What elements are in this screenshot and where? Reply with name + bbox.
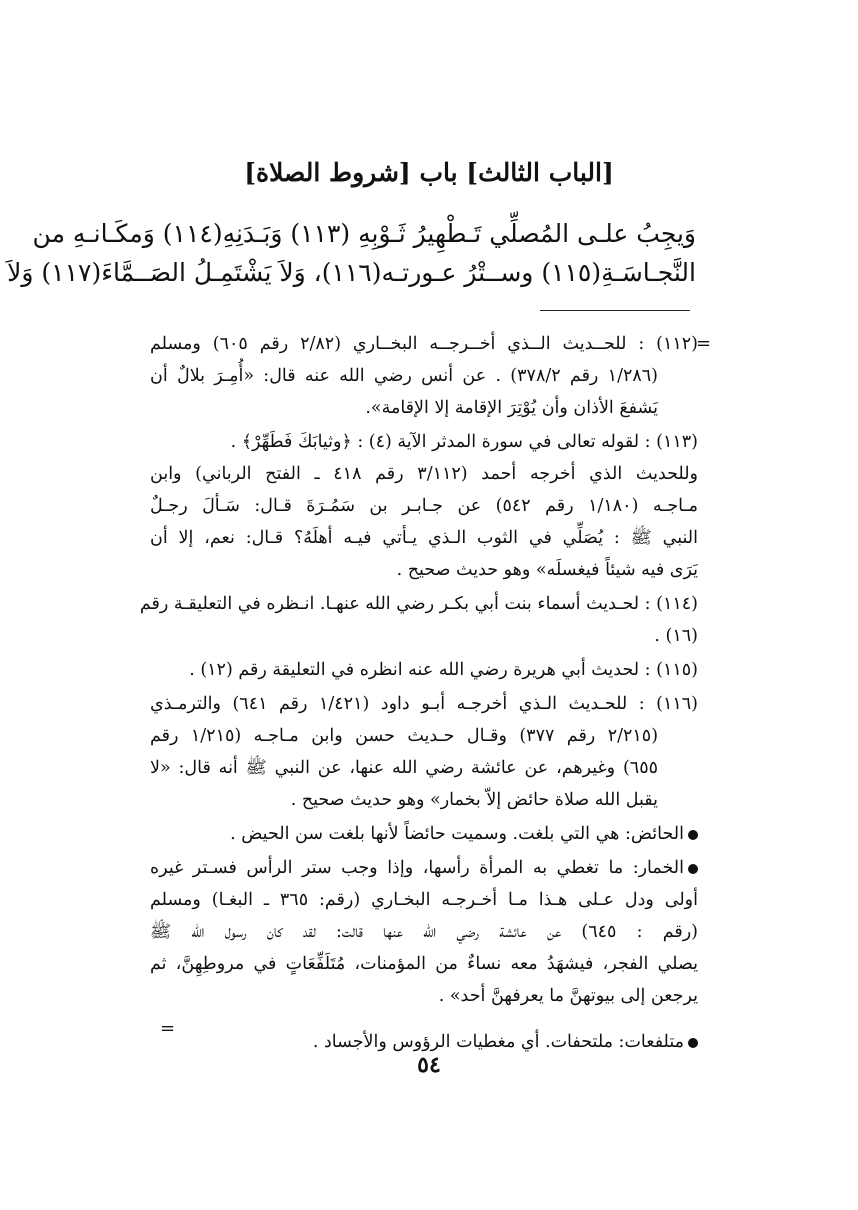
bullet-icon (688, 1038, 698, 1048)
footnote-line: مـاجـه (١/١٨٠ رقم ٥٤٢) عن جـابـر بن سَمُـرَةَ قـال: سَـألَ رجـلٌ (150, 496, 698, 516)
footnote-line: يَرَى فيه شيئاً فيغسلَه» وهو حديث صحيح . (396, 560, 698, 580)
bullet-line: يصلي الفجر، فيشهَدُ معه نساءٌ من المؤمنات، مُتَلَفِّعَاتٍ في مروطِهِنَّ، ثم (150, 954, 698, 974)
footnotes (139, 328, 699, 1060)
main-text-line: النَّجـاسَـةِ(١١٥) وســتْرُ عـورتـه(١١٦)، وَلاَ يَشْتَمِـلُ الصَــمَّاءَ(١١٧) وَلاَ (7, 258, 696, 287)
footnote-line: وللحديث الذي أخرجه أحمد (٣/١١٢ رقم ٤١٨ ـ الفتح الرباني) وابن (150, 464, 699, 484)
footnote-line: (٢/٢١٥ رقم ٣٧٧) وقـال حـديث حسن وابن مـاجـه (١/٢١٥ رقم (150, 726, 659, 746)
footnote-114 (139, 588, 698, 652)
bullet-note-haid (150, 818, 698, 850)
footnote-113 (150, 426, 698, 586)
footnote-112 (150, 328, 698, 424)
bullet-line: الخمار: ما تغطي به المرأة رأسها، وإذا وجب ستر الرأس فسـتر غيره (150, 858, 684, 878)
footnote-line: النبي ﷺ : يُصَلِّي في الثوب الـذي يـأتي فيـه أهلَهُ؟ قـال: نعم، إلا أن (150, 528, 698, 548)
bullet-line: يرجعن إلى بيوتهنَّ ما يعرفهنَّ أحد» . (438, 986, 698, 1006)
bullet-icon (688, 864, 698, 874)
bullet-icon (688, 830, 698, 840)
continuation-mark: = (696, 333, 712, 354)
footnote-line: ٦٥٥) وغيرهم، عن عائشة رضي الله عنها، عن النبي ﷺ أنه قال: «لا (150, 758, 658, 778)
footnote-line: (١١٤) : لحـديث أسماء بنت أبي بكـر رضي الله عنهـا. انـظره في التعليقـة رقم (139, 594, 698, 614)
main-text-line: وَيجِبُ علـى المُصلِّي تَـطْهِيرُ ثَـوْبِهِ (١١٣) وَبَـدَنِهِ(١١٤) وَمكَـانـهِ من (32, 219, 696, 248)
footnote-line: (١١٥) : لحديث أبي هريرة رضي الله عنه انظره في التعليقة رقم (١٢) . (189, 660, 698, 680)
bullet-line: (رقم : ٦٤٥) عن عائشة رضي الله عنها قالت: لقد كان رسول الله ﷺ (150, 922, 699, 942)
continuation-mark: = (160, 1018, 176, 1039)
chapter-title: [الباب الثالث] باب [شروط الصلاة] (244, 158, 614, 187)
bullet-line: أولى ودل عـلى هـذا مـا أخـرجـه البخـاري (رقم: ٣٦٥ ـ البغـا) ومسلم (150, 890, 698, 910)
footnote-line: (١٦) . (654, 626, 698, 646)
page-number: ٥٤ (417, 1052, 441, 1078)
footnote-line: يقبل الله صلاة حائض إلاّ بخمار» وهو حديث صحيح . (290, 790, 658, 810)
footnote-line: (١/٢٨٦ رقم ٣٧٨/٢) . عن أنس رضي الله عنه قال: «أُمِـرَ بلالٌ أن (150, 366, 658, 386)
footnote-line: (١١٦) : للحـديث الـذي أخرجـه أبـو داود (١/٤٢١ رقم ٦٤١) والترمـذي (150, 694, 698, 714)
footnote-116 (150, 688, 698, 816)
footnote-line: (١١٣) : لقوله تعالى في سورة المدثر الآية (٤) : ﴿وثيابَكَ فَطَهِّرْ﴾ . (230, 432, 698, 452)
footnote-line: يَشفعَ الأذان وأن يُوْتِرَ الإقامة إلا الإقامة». (365, 398, 658, 418)
bullet-line: الحائض: هي التي بلغت. وسميت حائضاً لأنها بلغت سن الحيض . (230, 824, 684, 844)
footnote-line: (١١٢) : للحــديث الــذي أخــرجــه البخــاري (٢/٨٢ رقم ٦٠٥) ومسلم (150, 334, 698, 354)
bullet-line: متلفعات: ملتحفات. أي مغطيات الرؤوس والأجساد . (312, 1032, 684, 1052)
footnote-115 (150, 654, 698, 686)
footnote-separator (540, 310, 690, 311)
main-text (7, 214, 696, 292)
bullet-note-khimar (150, 852, 698, 1012)
